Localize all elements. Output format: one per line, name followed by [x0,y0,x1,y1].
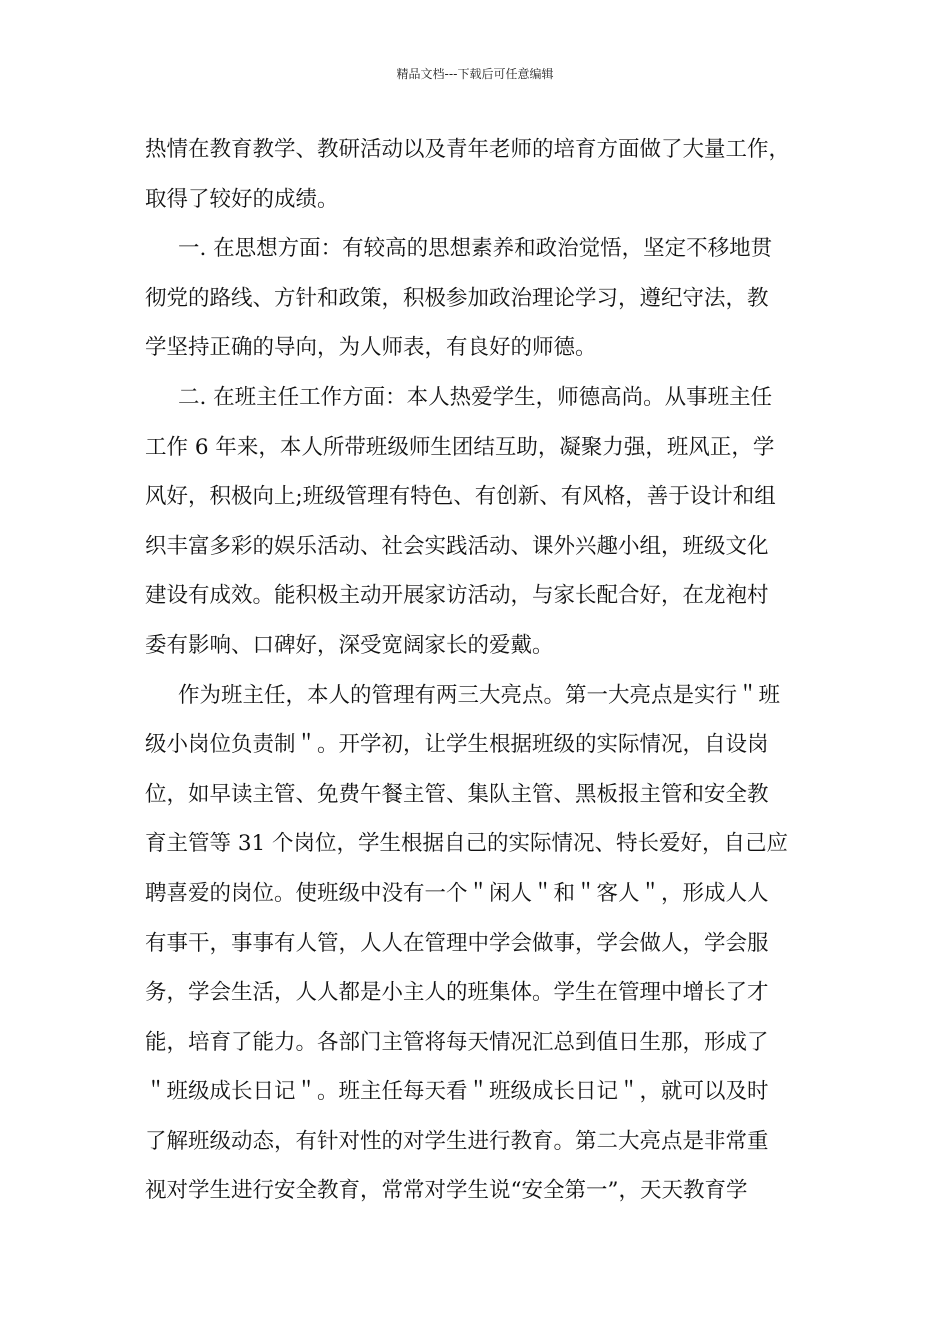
text-line: ＂班级成长日记＂。班主任每天看＂班级成长日记＂，就可以及时 [145,1079,769,1105]
text-line: 热情在教育教学、教研活动以及青年老师的培育方面做了大量工作， [145,137,791,162]
text-line: 工作 6 年来，本人所带班级师生团结互助，凝聚力强，班风正，学 [145,434,775,460]
text-line: 务，学会生活，人人都是小主人的班集体。学生在管理中增长了才 [145,980,769,1006]
text-line: 委有影响、口碑好，深受宽阔家长的爱戴。 [145,632,554,658]
page-header: 精品文档---下载后可任意编辑 [396,67,554,81]
text-line: 位，如早读主管、免费午餐主管、集队主管、黑板报主管和安全教 [145,781,769,807]
text-line: 取得了较好的成绩。 [145,186,339,212]
text-line: 彻党的路线、方针和政策，积极参加政治理论学习，遵纪守法，教 [145,285,769,311]
text-line: 聘喜爱的岗位。使班级中没有一个＂闲人＂和＂客人＂，形成人人 [145,880,769,906]
text-line: 织丰富多彩的娱乐活动、社会实践活动、课外兴趣小组，班级文化 [145,533,769,559]
text-line: 作为班主任，本人的管理有两三大亮点。第一大亮点是实行＂班 [178,682,781,708]
text-line: 级小岗位负责制＂。开学初，让学生根据班级的实际情况，自设岗 [145,732,769,758]
text-line: 一. 在思想方面：有较高的思想素养和政治觉悟，坚定不移地贯 [178,236,773,262]
text-line: 育主管等 31 个岗位，学生根据自己的实际情况、特长爱好，自己应 [145,831,789,857]
text-line: 能，培育了能力。各部门主管将每天情况汇总到值日生那，形成了 [145,1029,769,1055]
document-body [145,130,805,1221]
text-line: 二. 在班主任工作方面：本人热爱学生，师德高尚。从事班主任 [178,384,773,410]
text-line: 视对学生进行安全教育，常常对学生说“安全第一”，天天教育学 [145,1178,748,1204]
text-line: 学坚持正确的导向，为人师表，有良好的师德。 [145,335,597,361]
text-line: 建设有成效。能积极主动开展家访活动，与家长配合好，在龙袍村 [145,583,769,609]
text-line: 了解班级动态，有针对性的对学生进行教育。第二大亮点是非常重 [145,1128,769,1154]
text-line: 有事干，事事有人管，人人在管理中学会做事，学会做人，学会服 [145,930,769,956]
text-line: 风好，积极向上;班级管理有特色、有创新、有风格，善于设计和组 [145,484,776,510]
